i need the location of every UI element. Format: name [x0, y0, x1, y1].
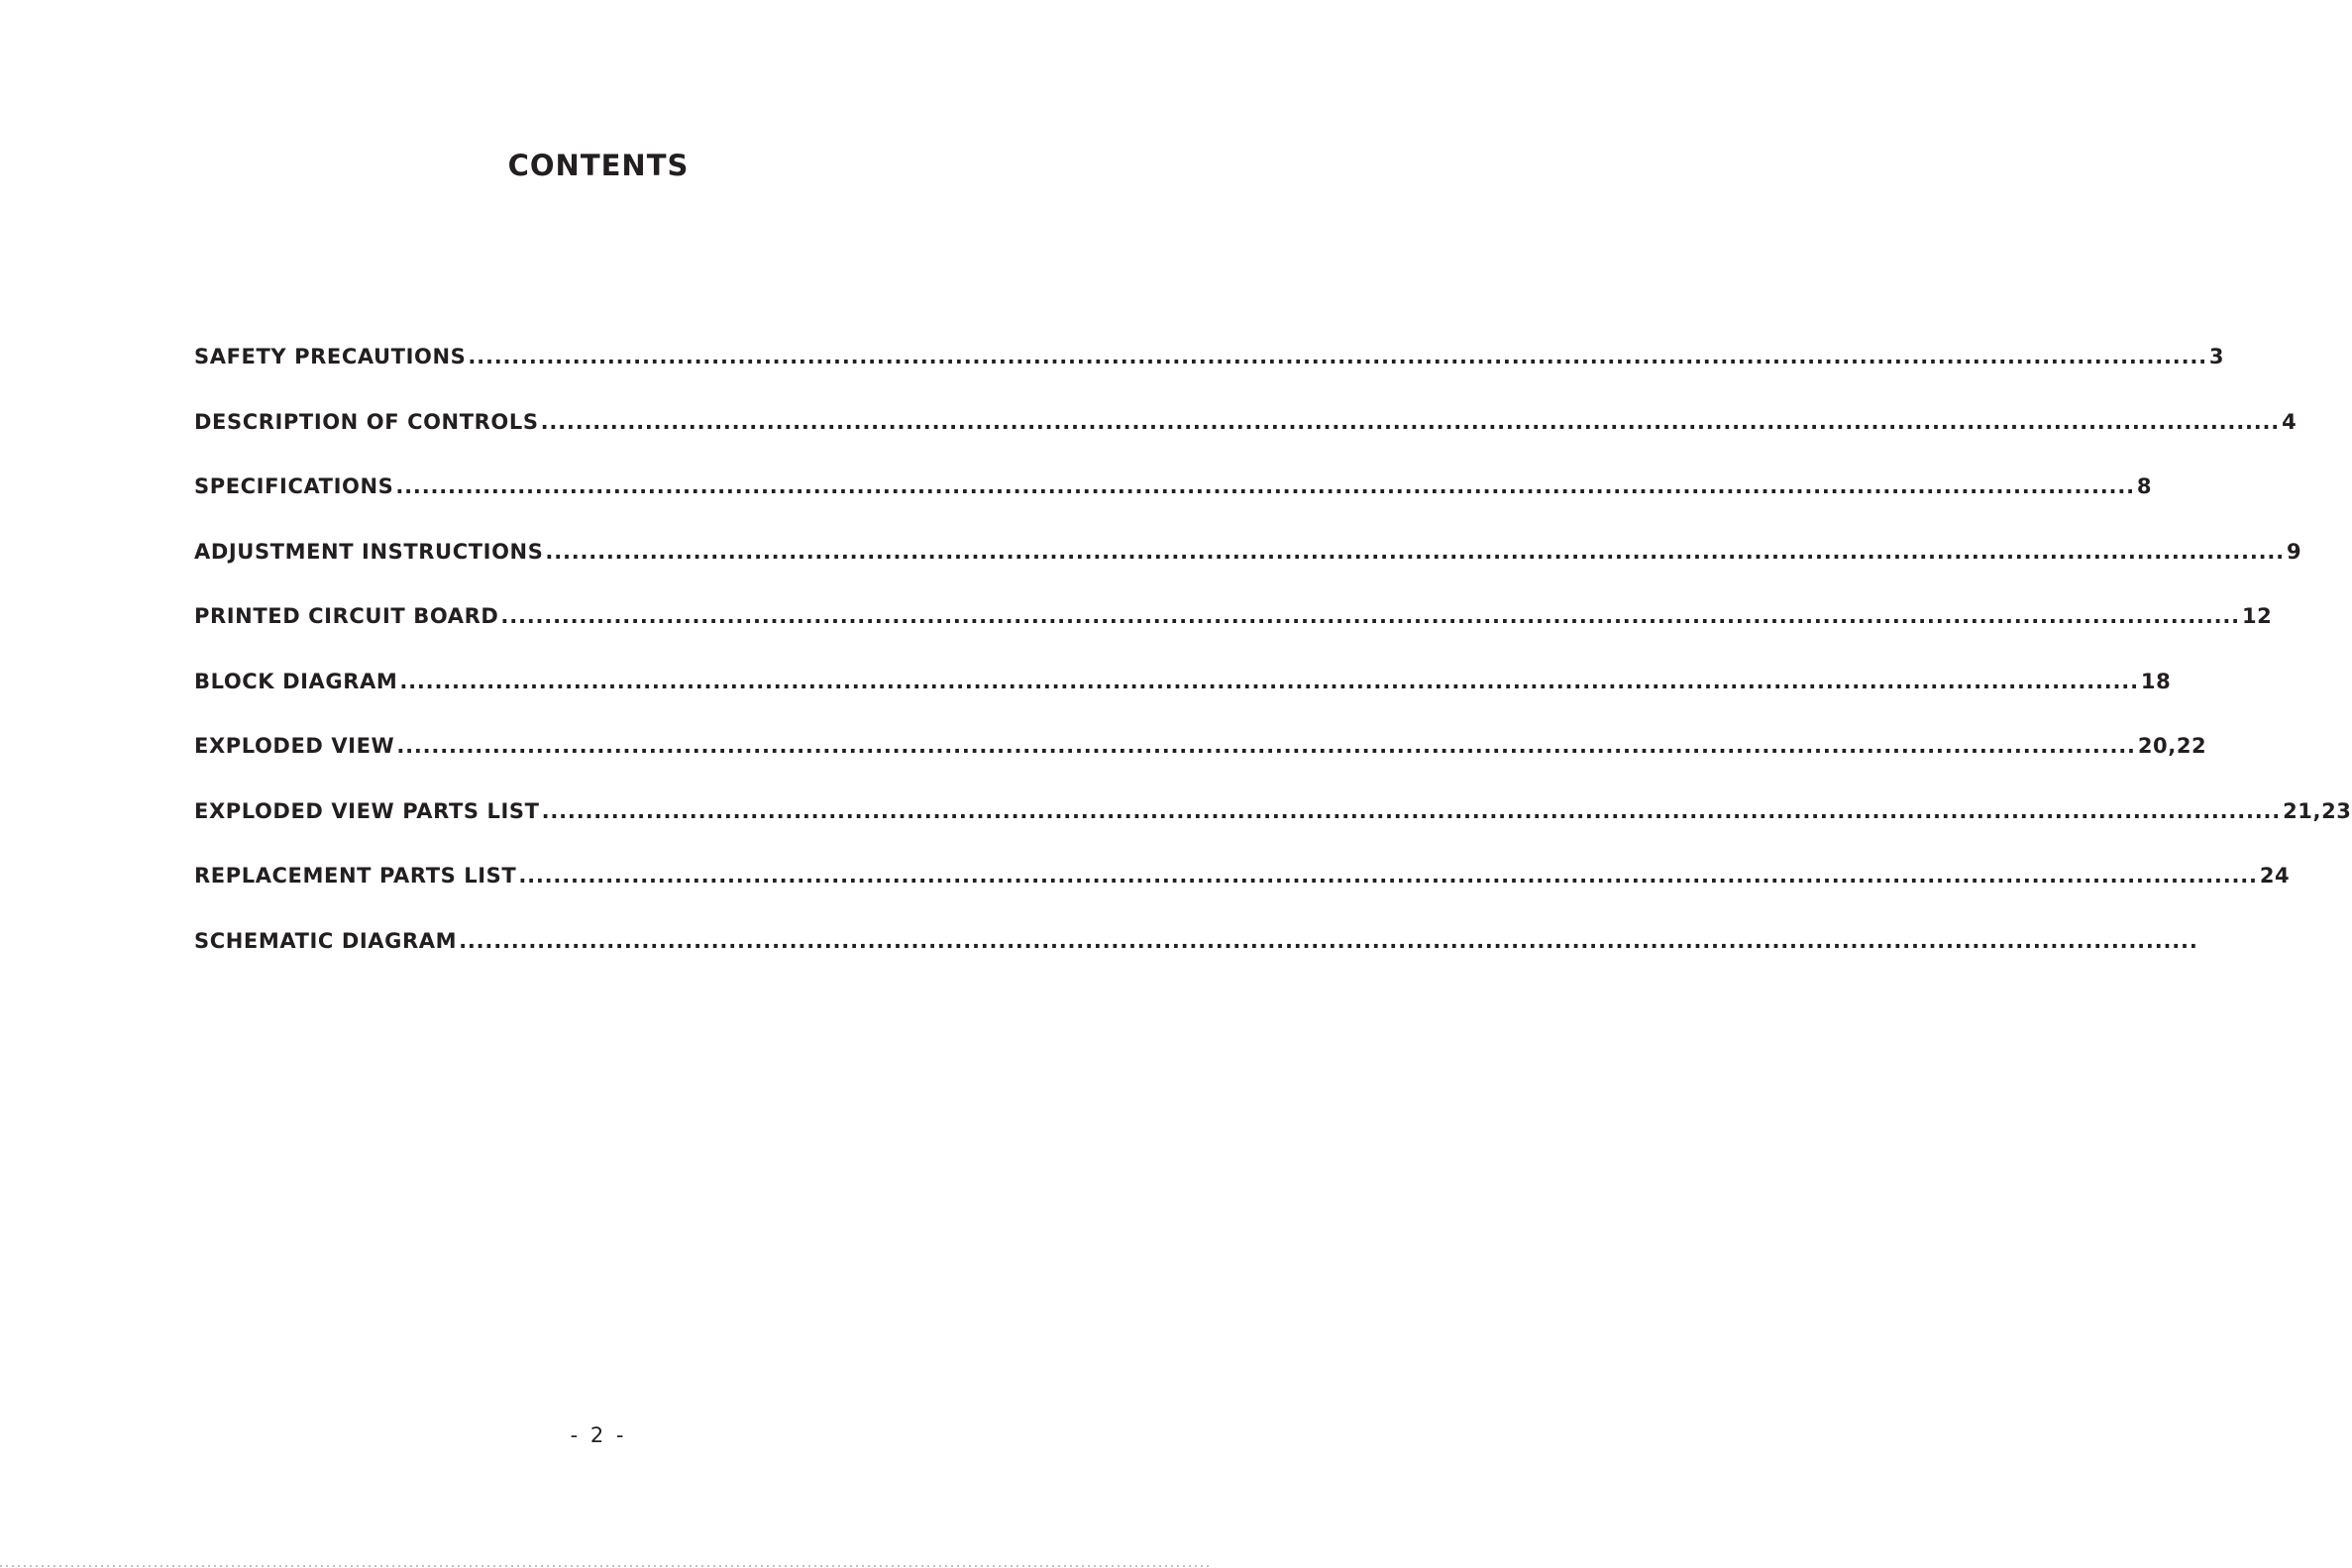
toc-entry-page: 3: [2208, 345, 2225, 368]
toc-entry-label: SAFETY PRECAUTIONS: [194, 345, 467, 368]
toc-entry-replacement-parts-list[interactable]: [194, 864, 2291, 929]
dot-leader: ........................................................................................................................................................................................................: [541, 798, 2282, 823]
dot-leader: ........................................................................................................................................................................................................: [468, 345, 2207, 368]
dot-leader: ........................................................................................................................................................................................................: [500, 604, 2240, 628]
toc-entry-label: REPLACEMENT PARTS LIST: [194, 864, 517, 888]
toc-entry-label: EXPLODED VIEW PARTS LIST: [194, 798, 540, 823]
toc-entry-adjustment-instructions[interactable]: [194, 539, 2302, 605]
toc-entry-page: 24: [2259, 864, 2291, 888]
toc-entry-description-of-controls[interactable]: [194, 409, 2298, 475]
toc-entry-page: 9: [2286, 539, 2302, 564]
toc-entry-page: 4: [2282, 409, 2298, 434]
page-title: CONTENTS: [507, 149, 690, 182]
toc-entry-label: BLOCK DIAGRAM: [194, 669, 398, 693]
toc-entry-exploded-view[interactable]: [194, 734, 2207, 799]
dot-leader: ........................................................................................................................................................................................................: [518, 864, 2258, 888]
toc-entry-page: 8: [2136, 474, 2153, 498]
toc-entry-page: 20,22: [2137, 734, 2207, 758]
toc-entry-label: SPECIFICATIONS: [194, 474, 394, 498]
dot-leader: ........................................................................................................................................................................................................: [459, 928, 2198, 953]
page-number: - 2 -: [570, 1423, 627, 1447]
toc-entry-label: ADJUSTMENT INSTRUCTIONS: [194, 539, 544, 564]
toc-entry-block-diagram[interactable]: [194, 669, 2172, 735]
dot-leader: ........................................................................................................................................................................................................: [396, 734, 2136, 758]
toc-entry-specifications[interactable]: [194, 474, 2153, 540]
toc-entry-schematic-diagram[interactable]: [194, 928, 2198, 994]
toc-entry-printed-circuit-board[interactable]: [194, 604, 2273, 670]
dot-leader: ........................................................................................................................................................................................................: [545, 539, 2285, 564]
toc-entry-page: 12: [2241, 604, 2273, 628]
toc-entry-label: PRINTED CIRCUIT BOARD: [194, 604, 499, 628]
toc-entry-safety-precautions[interactable]: [194, 345, 2225, 410]
table-of-contents: [194, 345, 2352, 993]
toc-entry-page: 21,23: [2283, 798, 2352, 823]
toc-entry-label: EXPLODED VIEW: [194, 734, 395, 758]
dot-leader: ........................................................................................................................................................................................................: [399, 669, 2139, 693]
toc-entry-exploded-view-parts-list[interactable]: [194, 798, 2352, 865]
toc-entry-label: SCHEMATIC DIAGRAM: [194, 928, 458, 953]
scan-edge-line: [0, 1564, 1209, 1568]
toc-entry-page: 18: [2140, 669, 2172, 693]
toc-entry-label: DESCRIPTION OF CONTROLS: [194, 409, 539, 434]
dot-leader: ........................................................................................................................................................................................................: [540, 409, 2281, 434]
dot-leader: ........................................................................................................................................................................................................: [395, 474, 2135, 498]
